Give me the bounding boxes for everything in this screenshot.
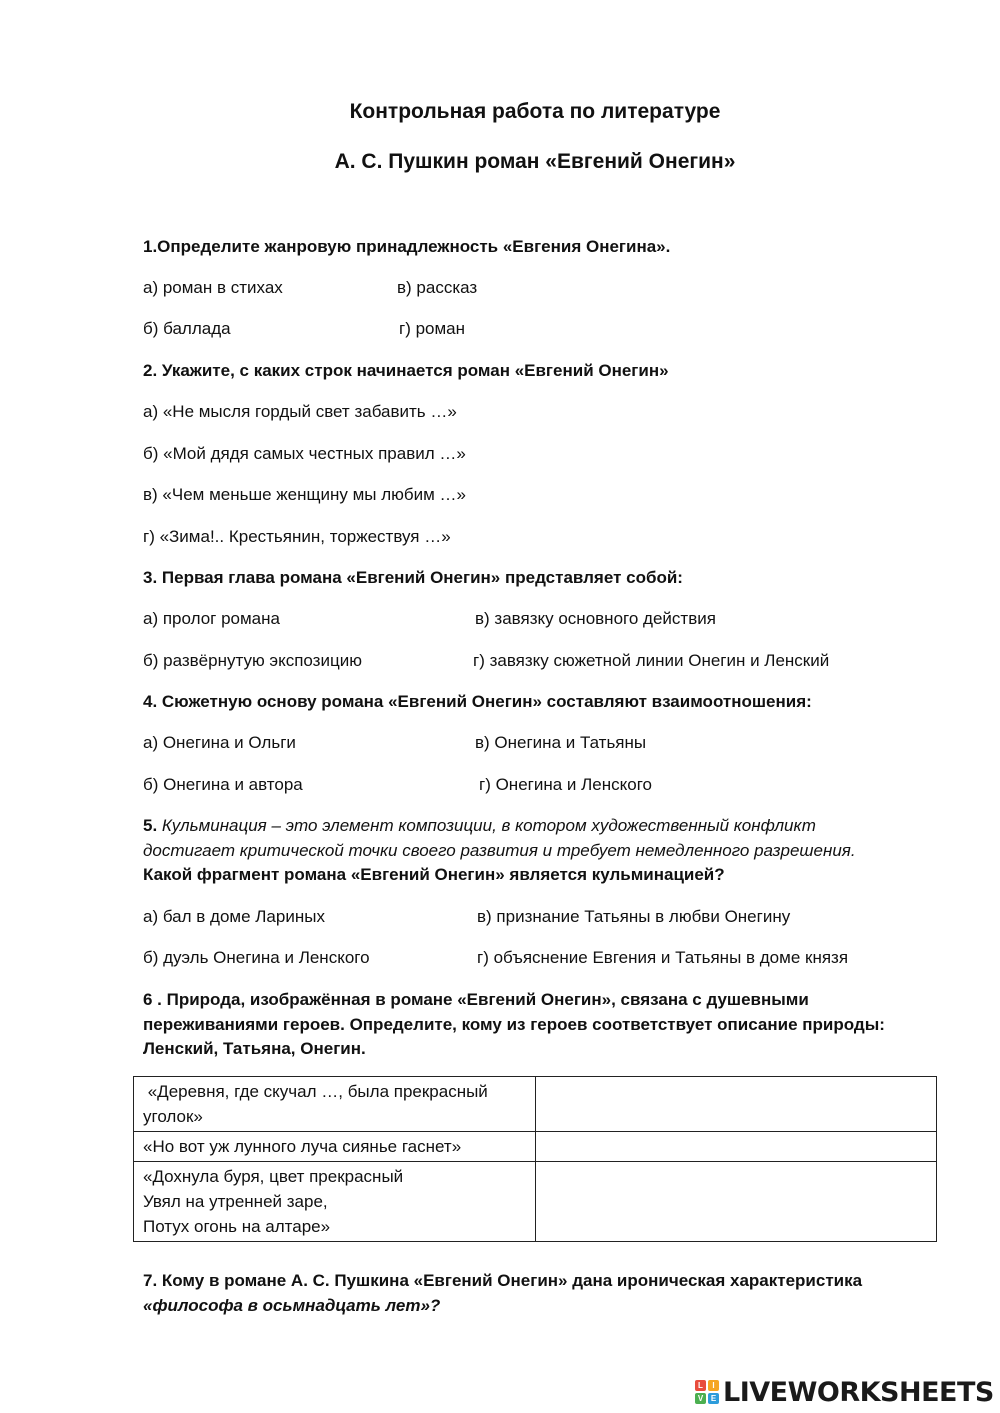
quote-line: «Деревня, где скучал …, была прекрасный [143,1082,488,1101]
quote-line: уголок» [143,1107,203,1126]
question-6-line-1: 6 . Природа, изображённая в романе «Евгений Онегин», связана с душевными [143,990,809,1009]
definition-line-1: Кульминация – это элемент композиции, в котором художественный конфликт [161,816,816,835]
question-6-line-3: Ленский, Татьяна, Онегин. [143,1039,366,1058]
quote-line: Увял на утренней заре, [143,1192,328,1211]
question-5-number: 5. [143,816,158,835]
q3-option-v[interactable]: в) завязку основного действия [475,609,716,628]
q5-option-b[interactable]: б) дуэль Онегина и Ленского [143,948,370,967]
q4-option-b[interactable]: б) Онегина и автора [143,775,303,794]
q2-option-a[interactable]: а) «Не мысля гордый свет забавить …» [143,402,457,421]
question-7-line-1: 7. Кому в романе А. С. Пушкина «Евгений Онегин» дана ироническая характеристика [143,1271,863,1290]
question-3: 3. Первая глава романа «Евгений Онегин» представляет собой: [143,568,683,587]
q2-option-g[interactable]: г) «Зима!.. Крестьянин, торжествуя …» [143,527,451,546]
q5-option-v[interactable]: в) признание Татьяны в любви Онегину [477,907,791,926]
logo-text: LIVEWORKSHEETS [723,1376,994,1408]
answer-cell[interactable] [535,1132,937,1162]
q3-option-b[interactable]: б) развёрнутую экспозицию [143,651,362,670]
table-row [134,1132,937,1162]
question-7-line-2: «философа в осьмнадцать лет»? [143,1296,441,1315]
logo-mark-v: V [695,1393,706,1404]
question-5-definition [143,816,816,836]
question-6-line-2: переживаниями героев. Определите, кому из героев соответствует описание природы: [143,1015,885,1034]
question-4: 4. Сюжетную основу романа «Евгений Онегин» составляют взаимоотношения: [143,692,812,711]
table-row [134,1162,937,1242]
question-1: 1.Определите жанровую принадлежность «Евгения Онегина». [143,237,671,256]
q2-option-v[interactable]: в) «Чем меньше женщину мы любим …» [143,485,466,504]
q1-option-g[interactable]: г) роман [399,319,466,338]
q3-option-a[interactable]: а) пролог романа [143,609,280,628]
logo-mark-e: E [708,1393,719,1404]
quote-cell [134,1132,536,1162]
definition-line-2: достигает критической точки своего развития и требует немедленного разрешения. [143,841,856,860]
q3-option-g[interactable]: г) завязку сюжетной линии Онегин и Ленский [473,651,830,670]
q1-option-v[interactable]: в) рассказ [397,278,478,297]
question-2: 2. Укажите, с каких строк начинается роман «Евгений Онегин» [143,361,669,380]
page-subtitle: А. С. Пушкин роман «Евгений Онегин» [334,150,736,173]
quote-cell [134,1162,536,1242]
table-row [134,1077,937,1132]
quote-line: «Но вот уж лунного луча сиянье гаснет» [143,1137,462,1156]
q5-option-g[interactable]: г) объяснение Евгения и Татьяны в доме князя [477,948,849,967]
q4-option-a[interactable]: а) Онегина и Ольги [143,733,296,752]
quote-cell [134,1077,536,1132]
logo-mark-i: I [708,1380,719,1391]
liveworksheets-logo [695,1374,994,1410]
answer-cell[interactable] [535,1162,937,1242]
answer-cell[interactable] [535,1077,937,1132]
quote-line: Потух огонь на алтаре» [143,1217,331,1236]
q4-option-v[interactable]: в) Онегина и Татьяны [475,733,647,752]
q2-option-b[interactable]: б) «Мой дядя самых честных правил …» [143,444,466,463]
question-5: Какой фрагмент романа «Евгений Онегин» является кульминацией? [143,865,725,884]
quote-line: «Дохнула буря, цвет прекрасный [143,1167,404,1186]
q5-option-a[interactable]: а) бал в доме Лариных [143,907,325,926]
q1-option-a[interactable]: а) роман в стихах [143,278,283,297]
logo-mark-l: L [695,1380,706,1391]
logo-mark-icon [695,1380,719,1404]
q4-option-g[interactable]: г) Онегина и Ленского [479,775,652,794]
q1-option-b[interactable]: б) баллада [143,319,231,338]
nature-description-table [133,1076,937,1242]
page-title: Контрольная работа по литературе [349,100,721,123]
